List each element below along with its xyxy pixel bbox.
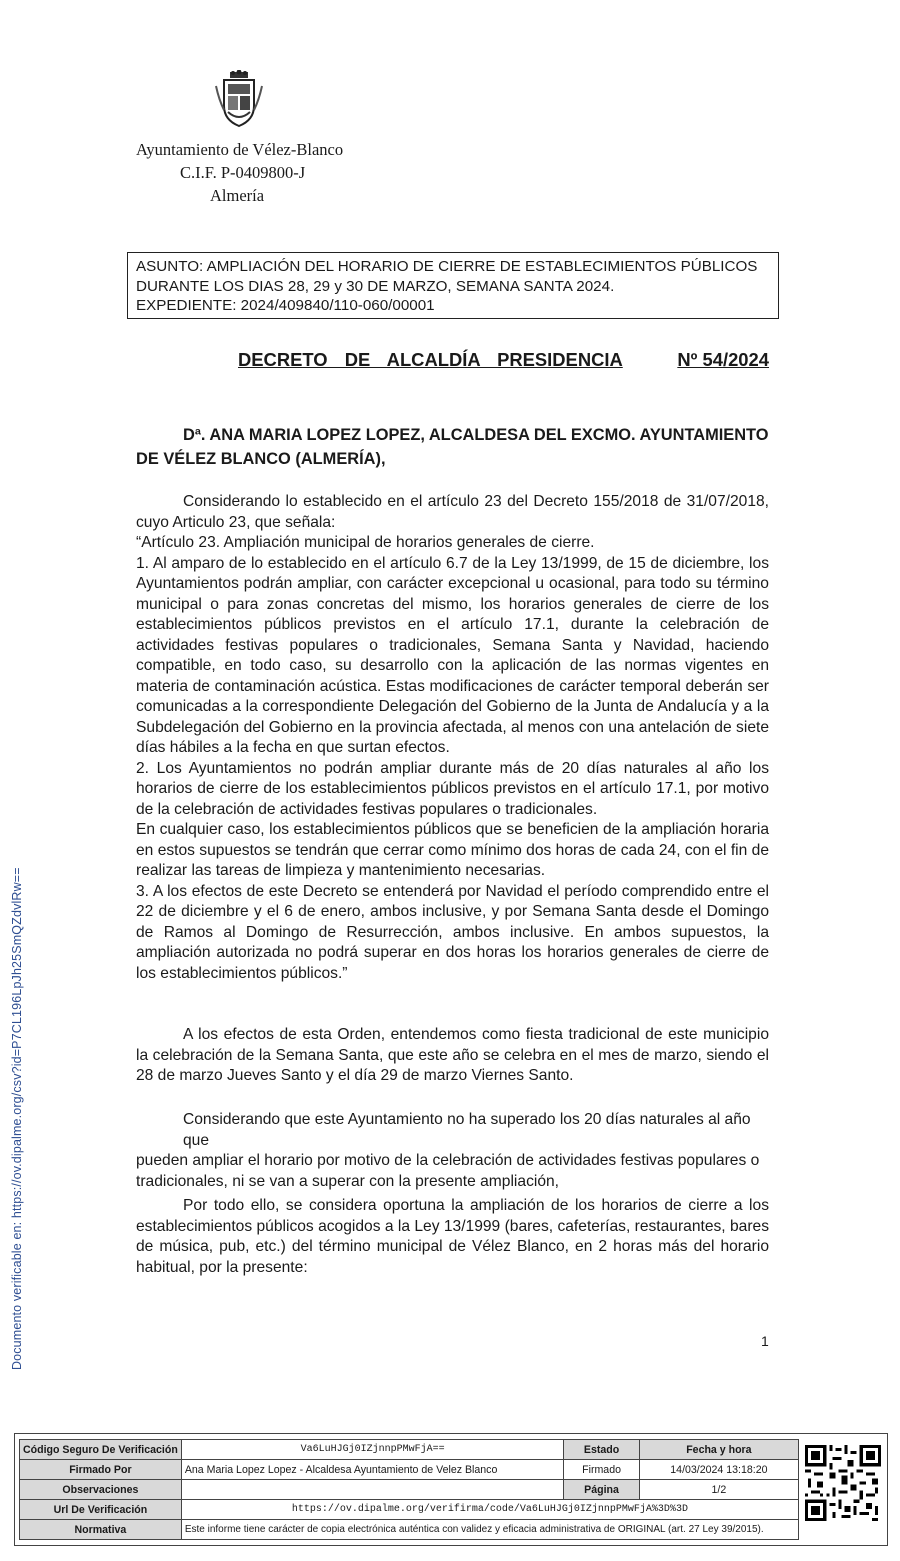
pagina-label: Página (564, 1480, 639, 1500)
normativa-label: Normativa (20, 1520, 182, 1540)
subject-line-1: ASUNTO: AMPLIACIÓN DEL HORARIO DE CIERRE DE ESTABLECIMIENTOS PÚBLICOS (136, 258, 758, 275)
url-value[interactable]: https://ov.dipalme.org/verifirma/code/Va6LuHJGj0IZjnnpPMwFjA%3D%3D (181, 1500, 798, 1520)
estado-value: Firmado (564, 1460, 639, 1480)
article-point-2-note: En cualquier caso, los establecimientos públicos que se beneficien de la ampliación horaria en estos supuestos se tendrán que cerrar como mínimo dos horas de cada 24, con el fin de realizar las tareas de limpieza y mantenimiento necesarias. (136, 821, 769, 879)
verification-footer (14, 1433, 888, 1546)
subject-box (127, 252, 779, 319)
legal-citation (136, 492, 769, 984)
subject-expediente: EXPEDIENTE: 2024/409840/110-060/00001 (136, 297, 435, 314)
pagina-value: 1/2 (639, 1480, 798, 1500)
coat-of-arms-icon (214, 70, 264, 130)
table-row (20, 1500, 799, 1520)
firmado-value: Ana Maria Lopez Lopez - Alcaldesa Ayuntamiento de Velez Blanco (181, 1460, 564, 1480)
table-row (20, 1520, 799, 1540)
url-label: Url De Verificación (20, 1500, 182, 1520)
mayor-heading (136, 423, 769, 471)
observaciones-value (181, 1480, 564, 1500)
paragraph-resolution: Por todo ello, se considera oportuna la ampliación de los horarios de cierre a los establecimientos públicos acogidos a la Ley 13/1999 (bares, cafeterías, restaurantes, bares de música, pub, etc.) del término municipal de Vélez Blanco, en 2 horas más del horario habitual, por la presente: (136, 1197, 769, 1276)
mayor-line-2: DE VÉLEZ BLANCO (ALMERÍA), (136, 450, 386, 468)
normativa-value: Este informe tiene carácter de copia electrónica auténtica con validez y eficacia administrativa de ORIGINAL (art. 27 Ley 39/2015). (181, 1520, 798, 1540)
decree-number: Nº 54/2024 (677, 349, 769, 370)
fecha-value: 14/03/2024 13:18:20 (639, 1460, 798, 1480)
paragraph-considerando: Considerando lo establecido en el artículo 23 del Decreto 155/2018 de 31/07/2018, cuyo Articulo 23, que señala: (136, 493, 769, 531)
firmado-label: Firmado Por (20, 1460, 182, 1480)
org-name: Ayuntamiento de Vélez-Blanco (136, 140, 344, 159)
article-point-2: 2. Los Ayuntamientos no podrán ampliar durante más de 20 días naturales al año los horarios de cierre de los establecimientos públicos previstos en el artículo 17.1, por motivo de la celebración de actividades festivas populares o tradicionales. (136, 759, 769, 818)
decree-title-text: DECRETO DE ALCALDÍA PRESIDENCIA (238, 349, 623, 370)
observaciones-label: Observaciones (20, 1480, 182, 1500)
organization-header (136, 138, 343, 207)
org-cif: C.I.F. P-0409800-J (180, 163, 306, 182)
estado-label: Estado (564, 1440, 639, 1460)
table-row (20, 1460, 799, 1480)
table-row (20, 1440, 799, 1460)
paragraph-fiesta: A los efectos de esta Orden, entendemos como fiesta tradicional de este municipio la celebración de la Semana Santa, que este año se celebra en el mes de marzo, siendo el 28 de marzo Jueves Santo y el día 29 de marzo Viernes Santo. (136, 1026, 769, 1084)
table-row (20, 1480, 799, 1500)
mayor-line-1: Dª. ANA MARIA LOPEZ LOPEZ, ALCALDESA DEL EXCMO. AYUNTAMIENTO (183, 426, 769, 444)
csv-value: Va6LuHJGj0IZjnnpPMwFjA== (181, 1440, 564, 1460)
qr-code-icon (805, 1441, 881, 1525)
article-heading: “Artículo 23. Ampliación municipal de horarios generales de cierre. (136, 534, 595, 551)
paragraph-considerando-2: Considerando que este Ayuntamiento no ha superado los 20 días naturales al año que pueden ampliar el horario por motivo de la celebración de actividades festivas populares o tradicionales, ni se van a superar con la presente ampliación, (136, 1111, 760, 1190)
article-point-1: 1. Al amparo de lo establecido en el artículo 6.7 de la Ley 13/1999, de 15 de diciembre, los Ayuntamientos podrán ampliar, con carácter excepcional u ocasional, para todo su término municipal o para zonas concretas del mismo, los horarios generales de cierre de los establecimientos públicos previstos en el artículo 17.1, durante la celebración de actividades festivas populares o tradicionales, Semana Santa y Navidad, haciendo compatible, en todo caso, su desarrollo con la aplicación de las normas vigentes en materia de contaminación acústica. Estas modificaciones de carácter temporal deberán ser comunicadas a la correspondiente Delegación del Gobierno de la Junta de Andalucía y a la Subdelegación del Gobierno en la provincia afectada, al menos con una antelación de siete días hábiles a la fecha en que surtan efectos. (136, 554, 769, 756)
subject-line-2: DURANTE LOS DIAS 28, 29 y 30 DE MARZO, SEMANA SANTA 2024. (136, 277, 615, 295)
page-number: 1 (761, 1333, 769, 1349)
csv-label: Código Seguro De Verificación (20, 1440, 182, 1460)
org-province: Almería (210, 186, 265, 205)
article-point-3: 3. A los efectos de este Decreto se entenderá por Navidad el período comprendido entre el 22 de diciembre y el 6 de enero, ambos inclusive, y por Semana Santa desde el Domingo de Ramos al Domingo de Resurrección, ambos inclusive. En ambos supuestos, la ampliación autorizada no podrá superar en dos horas los horarios generales de cierre de los establecimientos públicos.” (136, 882, 769, 982)
decree-title (238, 349, 769, 371)
verification-side-note: Documento verificable en: https://ov.dipalme.org/csv?id=P7CL196LpJh25SmQZdvlRw== (10, 867, 24, 1370)
verification-table (19, 1439, 799, 1540)
fecha-label: Fecha y hora (639, 1440, 798, 1460)
